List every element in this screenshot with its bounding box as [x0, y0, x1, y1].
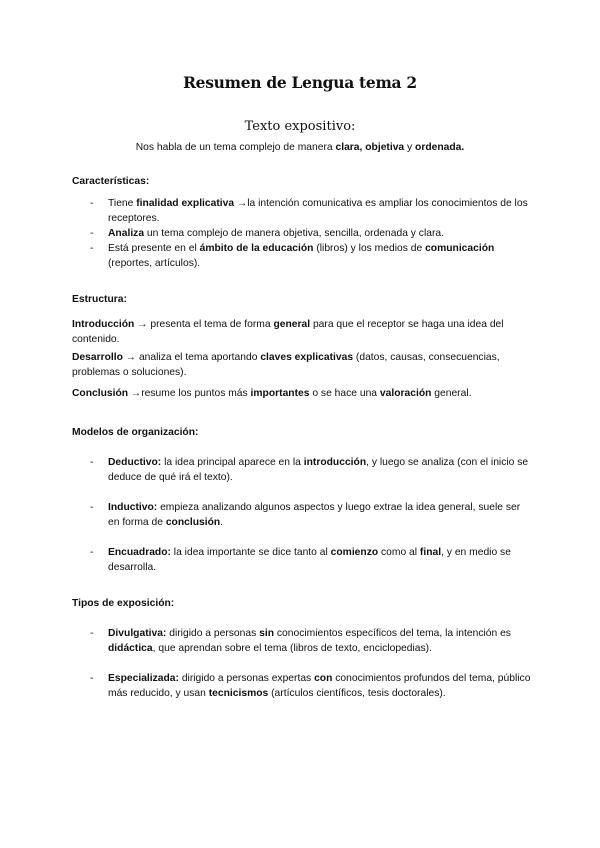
bullet-dash: - — [90, 547, 94, 558]
heading-estructura: Estructura: — [72, 294, 127, 305]
heading-tipos: Tipos de exposición: — [72, 598, 175, 609]
list-item: - Encuadrado: la idea importante se dice tanto al comienzo como al final, y en medio se desarrolla. — [90, 547, 511, 573]
list-modelos — [72, 455, 532, 590]
list-item: - Está presente en el ámbito de la educación (libros) y los medios de comunicación (reportes, artículos). — [90, 243, 495, 269]
bullet-dash: - — [90, 673, 94, 684]
intro-sentence: Nos habla de un tema complejo de manera clara, objetiva y ordenada. — [135, 142, 465, 153]
bullet-dash: - — [90, 628, 94, 639]
list-item: - Deductivo: la idea principal aparece en la introducción, y luego se analiza (con el inicio se deduce de qué irá el texto). — [90, 457, 529, 483]
paragraph-conclusion: Conclusión →resume los puntos más importantes o se hace una valoración general. — [72, 388, 472, 399]
bullet-dash: - — [90, 198, 94, 209]
list-item: - Tiene finalidad explicativa →la intención comunicativa es ampliar los conocimientos de los receptores. — [90, 198, 528, 224]
list-item: - Especializada: dirigido a personas expertas con conocimientos profundos del tema, público más reducido, y usan tecnicismos (artículos científicos, tesis doctorales). — [90, 673, 531, 699]
list-item: - Inductivo: empieza analizando algunos aspectos y luego extrae la idea general, suele ser en forma de conclusión. — [90, 502, 521, 528]
document-title: Resumen de Lengua tema 2 — [183, 73, 417, 92]
list-item: - Divulgativa: dirigido a personas sin conocimientos específicos del tema, la intención es didáctica, que aprendan sobre el tema (libros de texto, enciclopedias). — [90, 628, 511, 654]
bullet-dash: - — [90, 243, 94, 254]
list-item: - Analiza un tema complejo de manera objetiva, sencilla, ordenada y clara. — [90, 228, 444, 239]
list-tipos — [72, 626, 532, 716]
list-caracteristicas — [72, 196, 532, 271]
bullet-dash: - — [90, 502, 94, 513]
paragraph-introduccion: Introducción → presenta el tema de forma general para que el receptor se haga una idea del contenido. — [72, 319, 504, 345]
bullet-dash: - — [90, 457, 94, 468]
section-subtitle: Texto expositivo: — [244, 119, 356, 134]
paragraph-desarrollo: Desarrollo → analiza el tema aportando claves explicativas (datos, causas, consecuencias, problemas o soluciones). — [72, 352, 500, 378]
bullet-dash: - — [90, 228, 94, 239]
heading-modelos: Modelos de organización: — [72, 427, 199, 438]
heading-caracteristicas: Características: — [72, 176, 150, 187]
